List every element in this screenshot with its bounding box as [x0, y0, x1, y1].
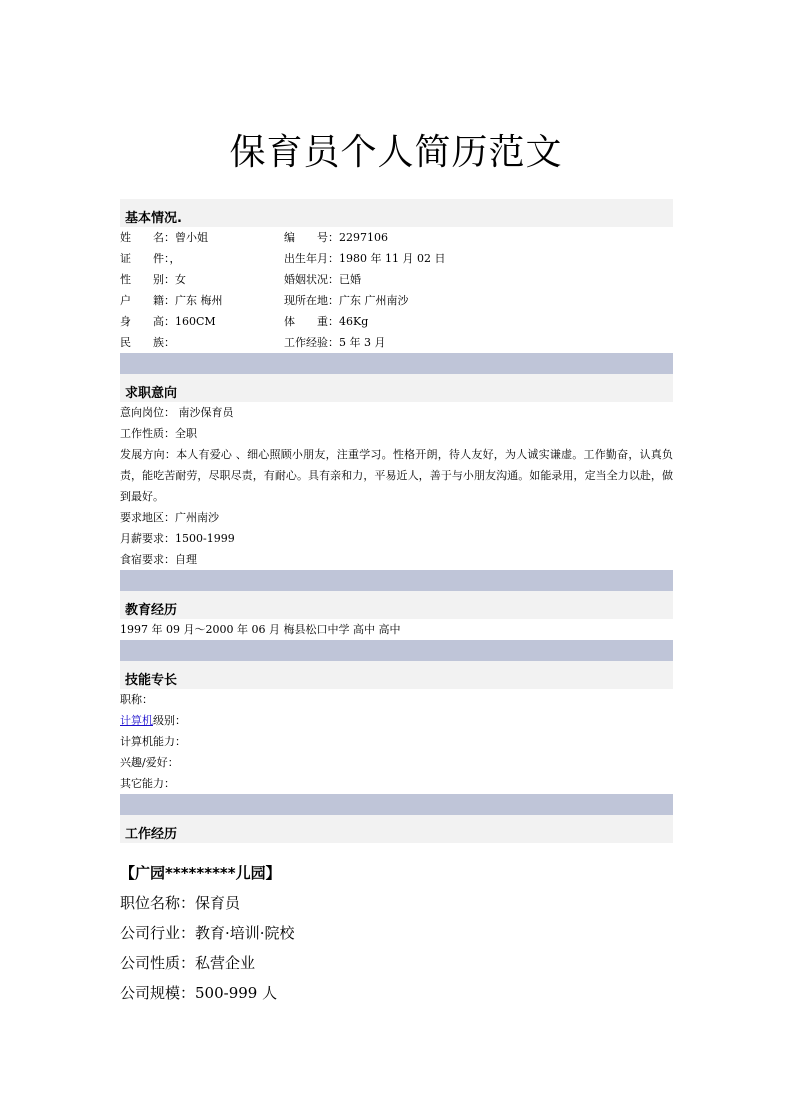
- section-header-work: [120, 815, 673, 843]
- experience-field: 工作经验：5 年 3 月: [284, 336, 386, 349]
- ethnicity-field: 民 族：: [120, 336, 175, 349]
- info-row: [120, 311, 673, 332]
- company-nature: 公司性质：私营企业: [120, 954, 256, 972]
- section-divider: [120, 570, 673, 591]
- intent-board: 食宿要求：自理: [120, 553, 197, 566]
- company-name: 【广园*********儿园】: [120, 864, 281, 882]
- id-number-field: 编 号：2297106: [284, 231, 388, 244]
- section-title: 求职意向: [125, 386, 178, 401]
- skill-computer-ability: 计算机能力：: [120, 735, 186, 748]
- info-row: [120, 227, 673, 248]
- skill-computer-level: [120, 710, 673, 731]
- skill-title: 职称：: [120, 693, 153, 706]
- document-field: 证 件：，: [120, 252, 181, 265]
- company-size: 公司规模：500-999 人: [120, 984, 278, 1002]
- intent-direction: 发展方向：本人有爱心 、细心照顾小朋友，注重学习。性格开朗，待人友好，为人诚实谦虚。工作勤奋，认真负责，能吃苦耐劳，尽职尽责，有耐心。具有亲和力，平易近人，善于与小朋友沟通。如能录用，定当全力以赴，做到最好。: [120, 448, 673, 503]
- name-field: 姓 名：曾小姐: [120, 231, 208, 244]
- resume-body: [120, 199, 673, 843]
- info-row: [120, 269, 673, 290]
- section-title: 工作经历: [125, 827, 178, 842]
- job-title: 职位名称：保育员: [120, 894, 241, 912]
- section-divider: [120, 794, 673, 815]
- section-title: 基本情况.: [125, 211, 182, 226]
- info-row: [120, 290, 673, 311]
- computer-level-label: 级别：: [153, 714, 186, 727]
- computer-link[interactable]: 计算机: [120, 714, 153, 727]
- section-header-education: [120, 591, 673, 619]
- intent-area: 要求地区：广州南沙: [120, 511, 219, 524]
- location-field: 现所在地：广东 广州南沙: [284, 294, 409, 307]
- skill-hobby: 兴趣/爱好：: [120, 756, 179, 769]
- skill-other: 其它能力：: [120, 777, 175, 790]
- intent-nature: 工作性质：全职: [120, 427, 197, 440]
- hukou-field: 户 籍：广东 梅州: [120, 294, 223, 307]
- marital-field: 婚姻状况：已婚: [284, 273, 361, 286]
- section-divider: [120, 640, 673, 661]
- birthdate-field: 出生年月：1980 年 11 月 02 日: [284, 252, 446, 265]
- work-experience: [120, 858, 673, 1008]
- height-field: 身 高：160CM: [120, 315, 216, 328]
- section-divider: [120, 353, 673, 374]
- section-header-intent: [120, 374, 673, 402]
- section-title: 教育经历: [125, 603, 178, 618]
- weight-field: 体 重：46Kg: [284, 315, 369, 328]
- education-entry: 1997 年 09 月～2000 年 06 月 梅县松口中学 高中 高中: [120, 623, 401, 636]
- intent-salary: 月薪要求：1500-1999: [120, 532, 235, 545]
- intent-position: 意向岗位： 南沙保育员: [120, 406, 234, 419]
- company-industry: 公司行业：教育·培训·院校: [120, 924, 295, 942]
- info-row: [120, 248, 673, 269]
- section-title: 技能专长: [125, 673, 178, 688]
- info-row: [120, 332, 673, 353]
- section-header-skills: [120, 661, 673, 689]
- gender-field: 性 别：女: [120, 273, 186, 286]
- section-header-basic: [120, 199, 673, 227]
- page-title: 保育员个人简历范文: [229, 132, 563, 173]
